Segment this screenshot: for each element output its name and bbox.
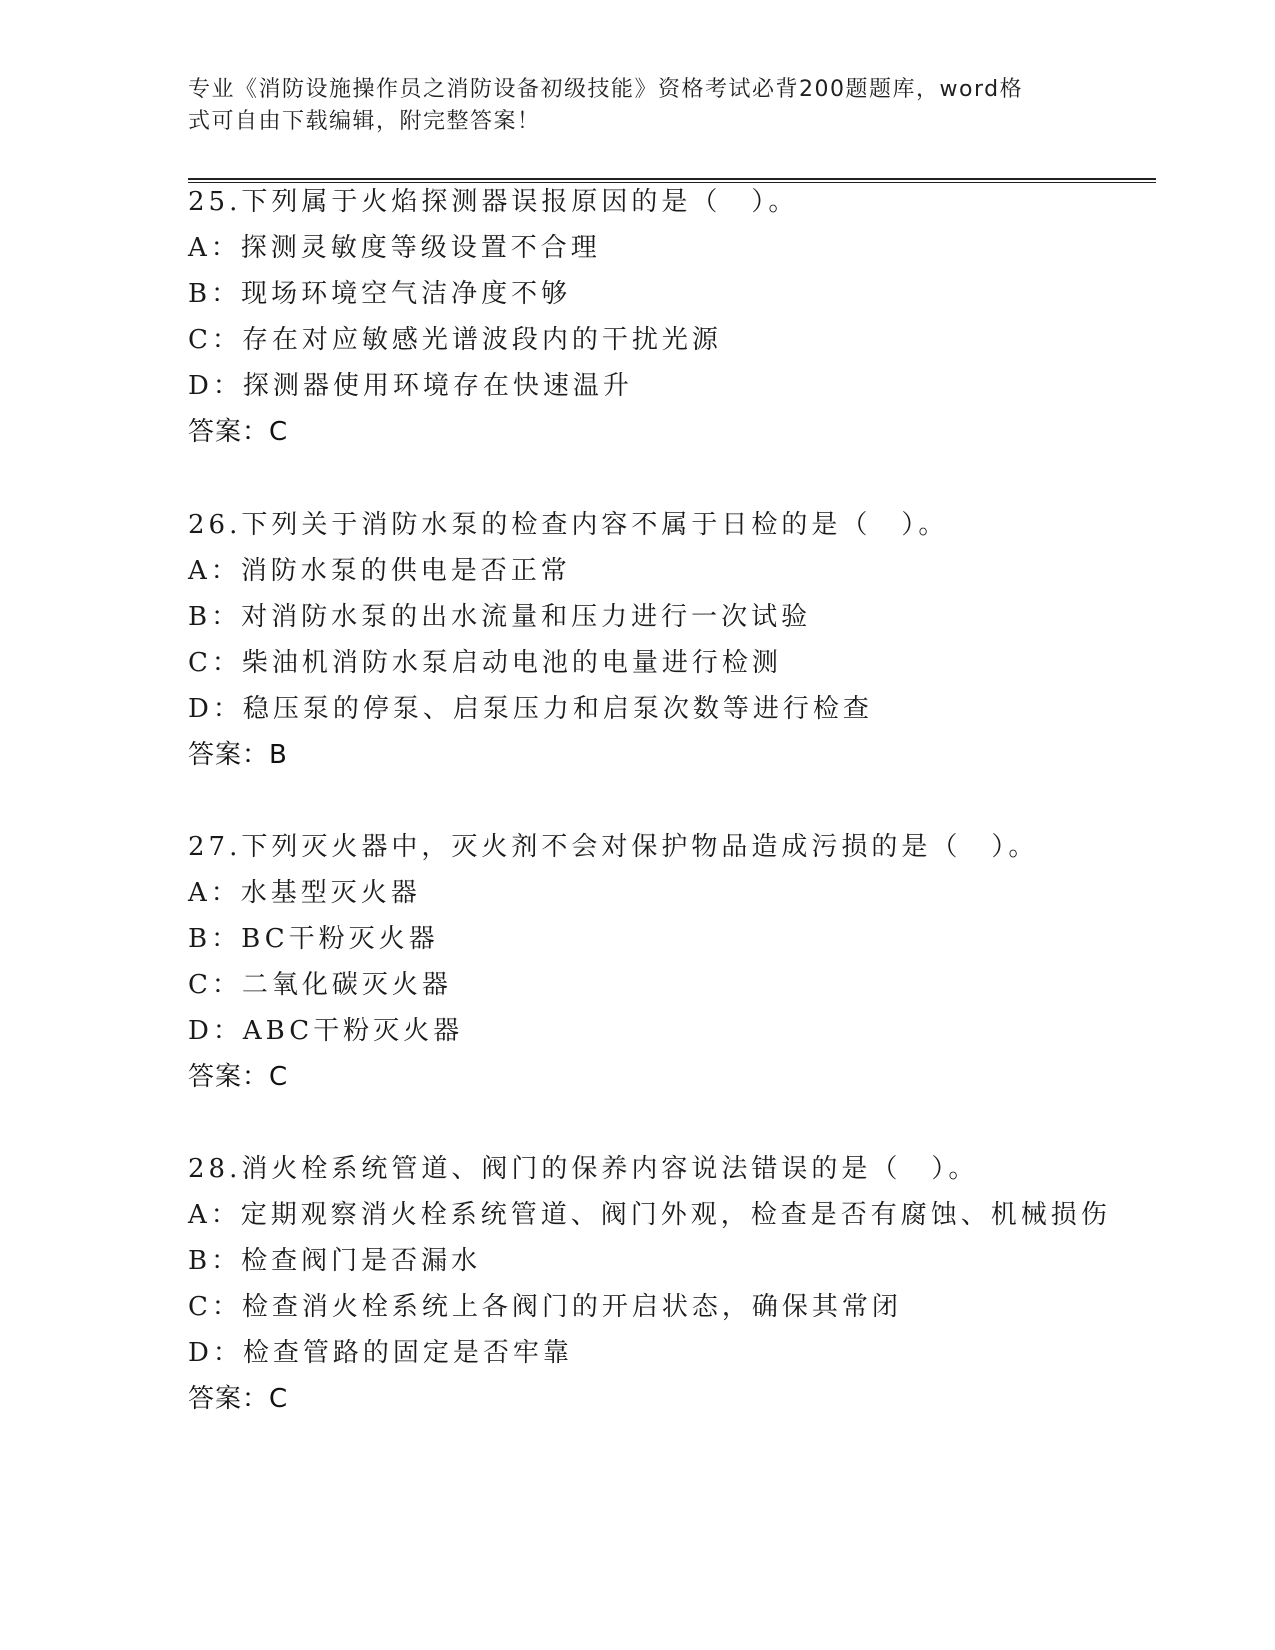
option-b: B：检查阀门是否漏水 [188, 1246, 482, 1276]
question-stem: 25.下列属于火焰探测器误报原因的是（ ）。 [188, 187, 799, 217]
answer-line: 答案：B [188, 740, 288, 770]
option-c: C：二氧化碳灭火器 [188, 970, 452, 1000]
option-a: A：探测灵敏度等级设置不合理 [188, 233, 601, 263]
header-line-2: 式可自由下载编辑，附完整答案！ [188, 109, 541, 134]
option-a: A：消防水泵的供电是否正常 [188, 556, 571, 586]
question-block [188, 1146, 1148, 1422]
answer-line: 答案：C [188, 1062, 289, 1092]
option-b: B：现场环境空气洁净度不够 [188, 279, 572, 309]
question-stem: 28.消火栓系统管道、阀门的保养内容说法错误的是（ ）。 [188, 1154, 979, 1184]
question-block [188, 824, 1148, 1100]
answer-line: 答案：C [188, 1384, 289, 1414]
option-a: A：定期观察消火栓系统管道、阀门外观，检查是否有腐蚀、机械损伤 [188, 1200, 1111, 1230]
question-block [188, 502, 1148, 778]
option-a: A：水基型灭火器 [188, 878, 421, 908]
answer-line: 答案：C [188, 417, 289, 447]
option-d: D：稳压泵的停泵、启泵压力和启泵次数等进行检查 [188, 694, 873, 724]
question-stem: 27.下列灭火器中，灭火剂不会对保护物品造成污损的是（ ）。 [188, 832, 1039, 862]
option-d: D：检查管路的固定是否牢靠 [188, 1338, 573, 1368]
header-line-1: 专业《消防设施操作员之消防设备初级技能》资格考试必背200题题库，word格 [188, 77, 1024, 102]
option-c: C：柴油机消防水泵启动电池的电量进行检测 [188, 648, 782, 678]
option-c: C：检查消火栓系统上各阀门的开启状态，确保其常闭 [188, 1292, 902, 1322]
option-d: D：探测器使用环境存在快速温升 [188, 371, 633, 401]
document-header [188, 74, 1068, 138]
option-c: C：存在对应敏感光谱波段内的干扰光源 [188, 325, 722, 355]
question-stem: 26.下列关于消防水泵的检查内容不属于日检的是（ ）。 [188, 510, 949, 540]
option-b: B：对消防水泵的出水流量和压力进行一次试验 [188, 602, 812, 632]
question-block [188, 179, 1148, 455]
option-b: B：BC干粉灭火器 [188, 924, 439, 954]
option-d: D：ABC干粉灭火器 [188, 1016, 464, 1046]
